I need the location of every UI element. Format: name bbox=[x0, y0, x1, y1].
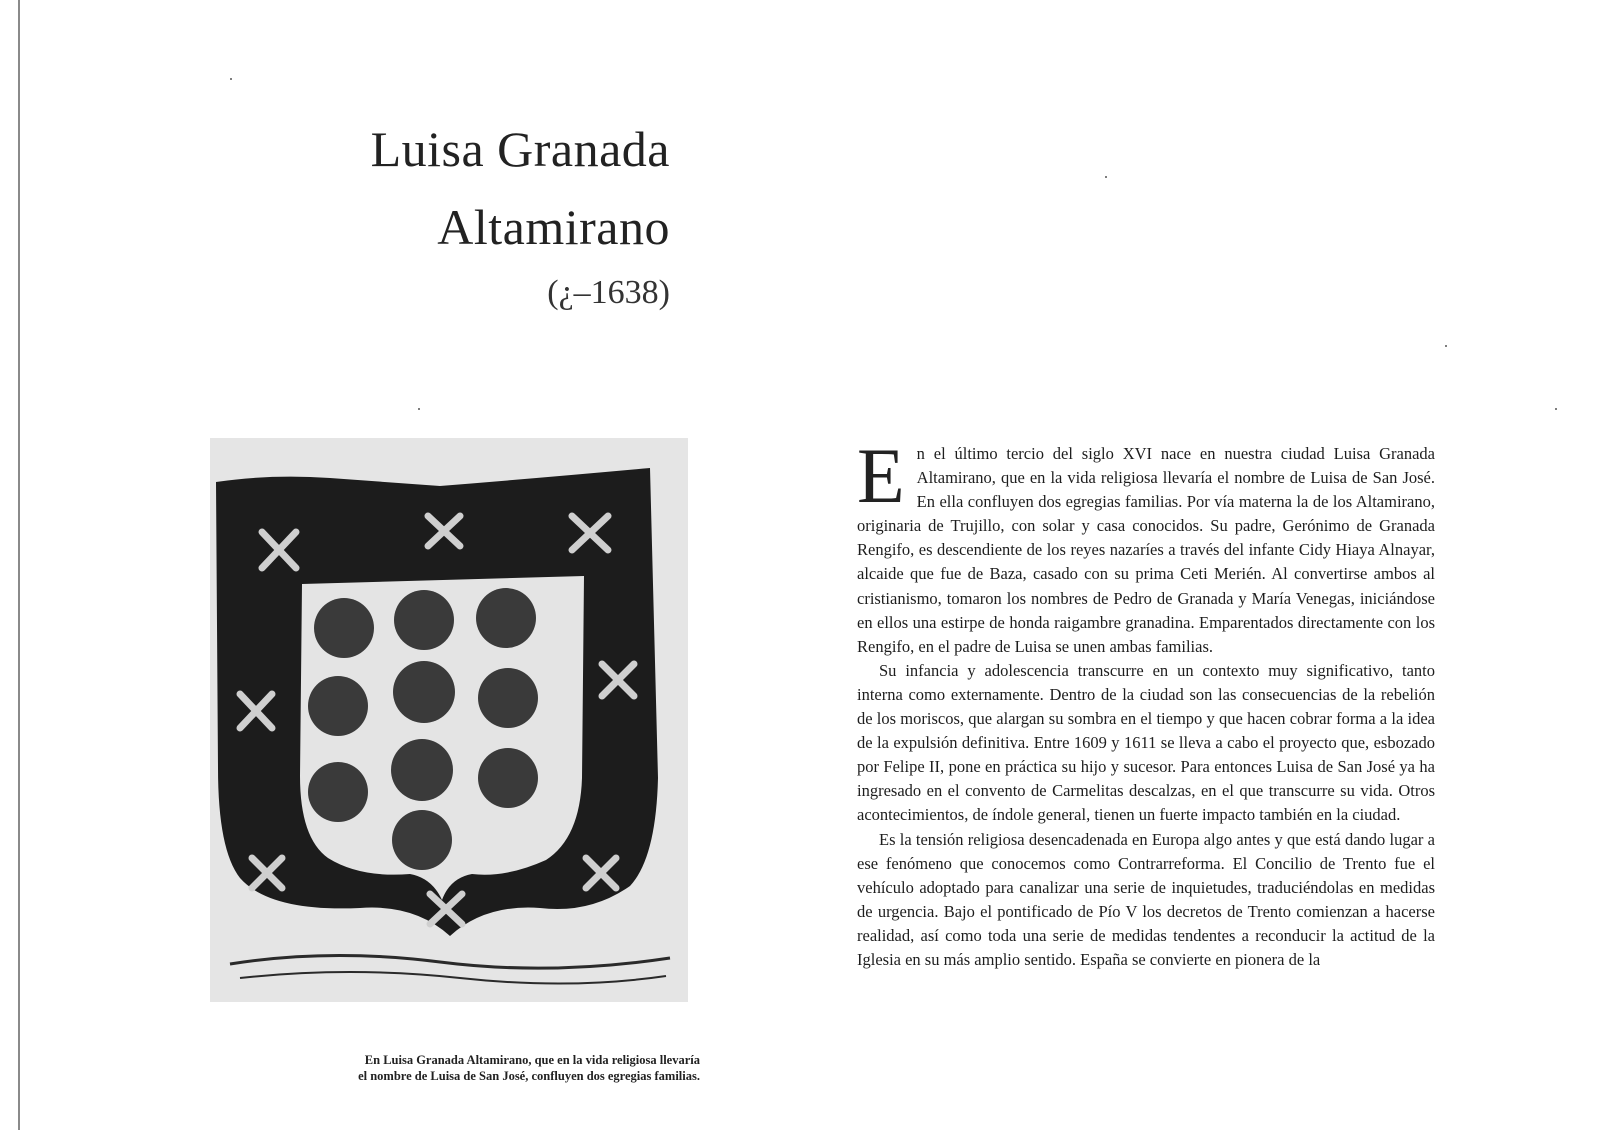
article-body bbox=[857, 442, 1435, 1102]
paragraph-1 bbox=[857, 442, 1435, 659]
title-line-2: Altamirano bbox=[437, 199, 670, 255]
caption-line-1: En Luisa Granada Altamirano, que en la vida religiosa llevaría bbox=[364, 1053, 700, 1067]
caption-line-2: el nombre de Luisa de San José, confluyen dos egregias familias. bbox=[358, 1069, 700, 1083]
life-dates: (¿–1638) bbox=[547, 274, 670, 311]
paragraph-2: Su infancia y adolescencia transcurre en un contexto muy significativo, tanto interna como externamente. Dentro de la ciudad son las consecuencias de la rebelión de los moriscos, que alargan su sombra en el tiempo y que hacen cobrar forma a la idea de la expulsión definitiva. Entre 1609 y 1611 se lleva a cabo el proyecto que, esbozado por Felipe II, pone en práctica su hijo y sucesor. Para entonces Luisa de San José ya ha ingresado en el convento de Carmelitas descalzas, en el que transcurre su vida. Otros acontecimientos, de índole general, tienen un fuerte impacto también en la ciudad. bbox=[857, 660, 1435, 825]
paragraph-3: Es la tensión religiosa desencadenada en Europa algo antes y que está dando lugar a ese fenómeno que conocemos como Contrarreforma. El Concilio de Trento fue el vehículo adoptado para canalizar una serie de inquietudes, traduciéndolas en medidas de urgencia. Bajo el pontificado de Pío V los decretos de Trento comienzan a hacerse realidad, así como toda una serie de medidas tendentes a reconducir la actitud de la Iglesia en su más amplio sentido. España se convierte en pionera de la bbox=[857, 829, 1435, 969]
drop-cap: E bbox=[857, 442, 905, 519]
scan-speck bbox=[230, 78, 232, 80]
figure-caption bbox=[270, 1052, 700, 1084]
page-gutter-line bbox=[18, 0, 20, 1130]
scan-speck bbox=[1445, 345, 1447, 347]
title-line-1: Luisa Granada bbox=[370, 121, 670, 177]
coat-of-arms-figure bbox=[210, 438, 688, 1002]
scan-speck bbox=[418, 408, 420, 410]
scan-speck bbox=[1555, 408, 1557, 410]
paragraph-1-text: n el último tercio del siglo XVI nace en nuestra ciudad Luisa Granada Altamirano, que en la vida religiosa llevaría el nombre de Luisa de San José. En ella confluyen dos egregias familias. Por vía materna la de los Altamirano, originaria de Trujillo, con solar y casa conocidos. Su padre, Gerónimo de Granada Rengifo, es descendiente de los reyes nazaríes a través del infante Cidy Hiaya Alnayar, alcaide que fue de Baza, casado con su prima Ceti Merién. Al convertirse ambos al cristianismo, tomaron los nombres de Pedro de Granada y María Venegas, iniciándose en ellos una estirpe de honda raigambre granadina. Emparentados directamente con los Rengifo, en el padre de Luisa se unen ambas familias. bbox=[857, 444, 1435, 656]
chapter-title bbox=[371, 110, 670, 318]
scan-speck bbox=[1105, 176, 1107, 178]
coat-of-arms-icon bbox=[210, 438, 688, 1002]
